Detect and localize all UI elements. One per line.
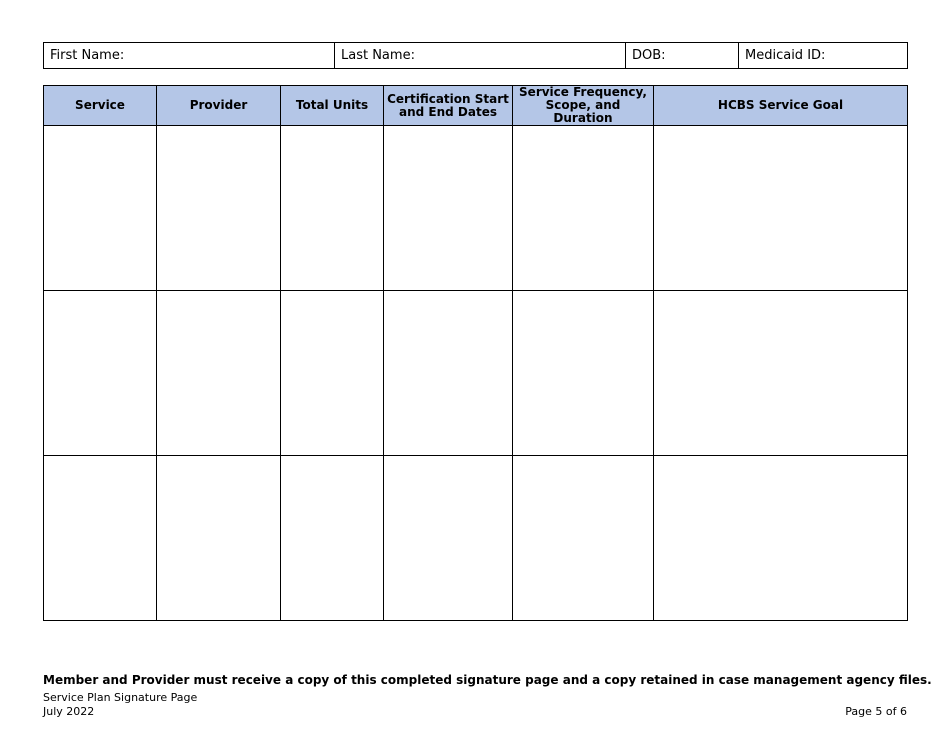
service-cell[interactable] xyxy=(44,291,157,456)
total-units-cell[interactable] xyxy=(281,126,384,291)
header-service: Service xyxy=(44,86,157,126)
header-service-frequency: Service Frequency, Scope, and Duration xyxy=(513,86,654,126)
header-total-units: Total Units xyxy=(281,86,384,126)
table-row xyxy=(44,456,908,621)
provider-cell[interactable] xyxy=(157,291,281,456)
header-provider: Provider xyxy=(157,86,281,126)
hcbs-goal-cell[interactable] xyxy=(654,126,908,291)
total-units-cell[interactable] xyxy=(281,291,384,456)
service-frequency-cell[interactable] xyxy=(513,291,654,456)
service-cell[interactable] xyxy=(44,456,157,621)
dob-field[interactable] xyxy=(626,43,739,69)
first-name-field[interactable] xyxy=(44,43,335,69)
page-number: Page 5 of 6 xyxy=(845,705,907,718)
last-name-label: Last Name: xyxy=(341,48,415,63)
provider-cell[interactable] xyxy=(157,126,281,291)
dob-label: DOB: xyxy=(632,48,666,63)
service-plan-table xyxy=(43,85,908,621)
footer-form-info xyxy=(43,691,197,719)
form-date: July 2022 xyxy=(43,705,95,718)
member-info-table xyxy=(43,42,908,69)
table-row xyxy=(44,291,908,456)
service-frequency-cell[interactable] xyxy=(513,456,654,621)
medicaid-id-label: Medicaid ID: xyxy=(745,48,826,63)
certification-dates-cell[interactable] xyxy=(384,456,513,621)
service-cell[interactable] xyxy=(44,126,157,291)
certification-dates-cell[interactable] xyxy=(384,291,513,456)
table-header-row xyxy=(44,86,908,126)
header-certification-dates: Certification Start and End Dates xyxy=(384,86,513,126)
footer-note: Member and Provider must receive a copy of this completed signature page and a copy retained in case management agency files. xyxy=(43,673,932,687)
service-frequency-cell[interactable] xyxy=(513,126,654,291)
medicaid-id-field[interactable] xyxy=(739,43,908,69)
certification-dates-cell[interactable] xyxy=(384,126,513,291)
hcbs-goal-cell[interactable] xyxy=(654,291,908,456)
member-info-row xyxy=(44,43,908,69)
table-row xyxy=(44,126,908,291)
hcbs-goal-cell[interactable] xyxy=(654,456,908,621)
form-name: Service Plan Signature Page xyxy=(43,691,198,704)
first-name-label: First Name: xyxy=(50,48,125,63)
total-units-cell[interactable] xyxy=(281,456,384,621)
provider-cell[interactable] xyxy=(157,456,281,621)
header-hcbs-goal: HCBS Service Goal xyxy=(654,86,908,126)
last-name-field[interactable] xyxy=(335,43,626,69)
